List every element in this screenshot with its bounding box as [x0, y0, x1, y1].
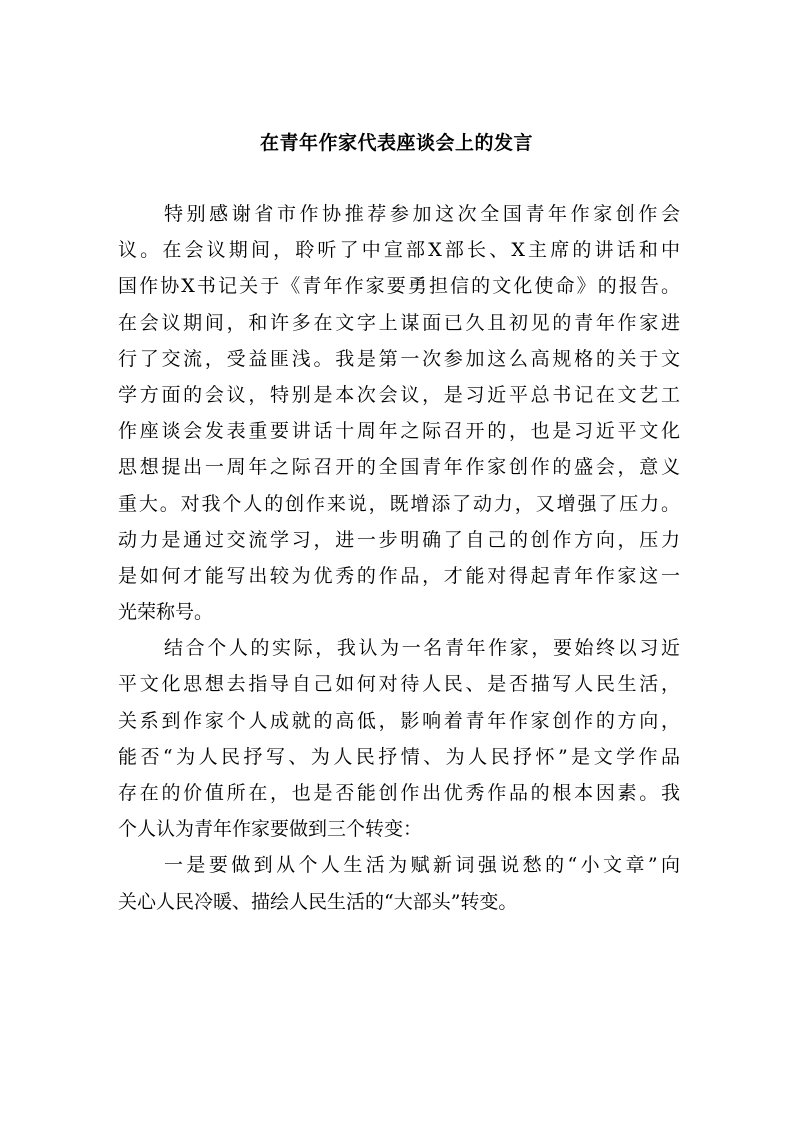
text-line-15: 关系到作家个人成就的高低，影响着青年作家创作的方向， — [118, 709, 680, 732]
text-line-12: 光荣称号。 — [118, 601, 214, 624]
text-line-6: 学方面的会议，特别是本次会议，是习近平总书记在文艺工 — [118, 383, 680, 406]
text-line-19: 一是要做到从个人生活为赋新词强说愁的“小文章”向 — [164, 854, 680, 877]
text-line-3: 国作协X书记关于《青年作家要勇担信的文化使命》的报告。 — [118, 275, 680, 298]
text-line-13: 结合个人的实际，我认为一名青年作家，要始终以习近 — [164, 637, 680, 660]
text-line-18: 个人认为青年作家要做到三个转变： — [118, 818, 423, 841]
document-title: 在青年作家代表座谈会上的发言 — [259, 132, 533, 154]
text-line-14: 平文化思想去指导自己如何对待人民、是否描写人民生活， — [118, 673, 680, 696]
text-line-9: 重大。对我个人的创作来说，既增添了动力，又增强了压力。 — [118, 492, 680, 515]
text-line-20: 关心人民冷暖、描绘人民生活的“大部头”转变。 — [118, 890, 518, 913]
text-line-17: 存在的价值所在，也是否能创作出优秀作品的根本因素。我 — [118, 782, 680, 804]
text-line-11: 是如何才能写出较为优秀的作品，才能对得起青年作家这一 — [118, 564, 680, 587]
text-line-16: 能否“为人民抒写、为人民抒情、为人民抒怀”是文学作品 — [118, 745, 680, 768]
text-line-5: 行了交流，受益匪浅。我是第一次参加这么高规格的关于文 — [118, 347, 680, 370]
document-body — [118, 196, 680, 920]
text-line-10: 动力是通过交流学习，进一步明确了自己的创作方向，压力 — [118, 528, 680, 551]
text-line-1: 特别感谢省市作协推荐参加这次全国青年作家创作会 — [164, 203, 680, 225]
text-line-4: 在会议期间，和许多在文字上谋面已久且初见的青年作家进 — [118, 311, 680, 334]
text-line-2: 议。在会议期间，聆听了中宣部X部长、X主席的讲话和中 — [118, 239, 680, 262]
text-line-8: 思想提出一周年之际召开的全国青年作家创作的盛会，意义 — [118, 456, 680, 479]
text-line-7: 作座谈会发表重要讲话十周年之际召开的，也是习近平文化 — [118, 420, 680, 443]
